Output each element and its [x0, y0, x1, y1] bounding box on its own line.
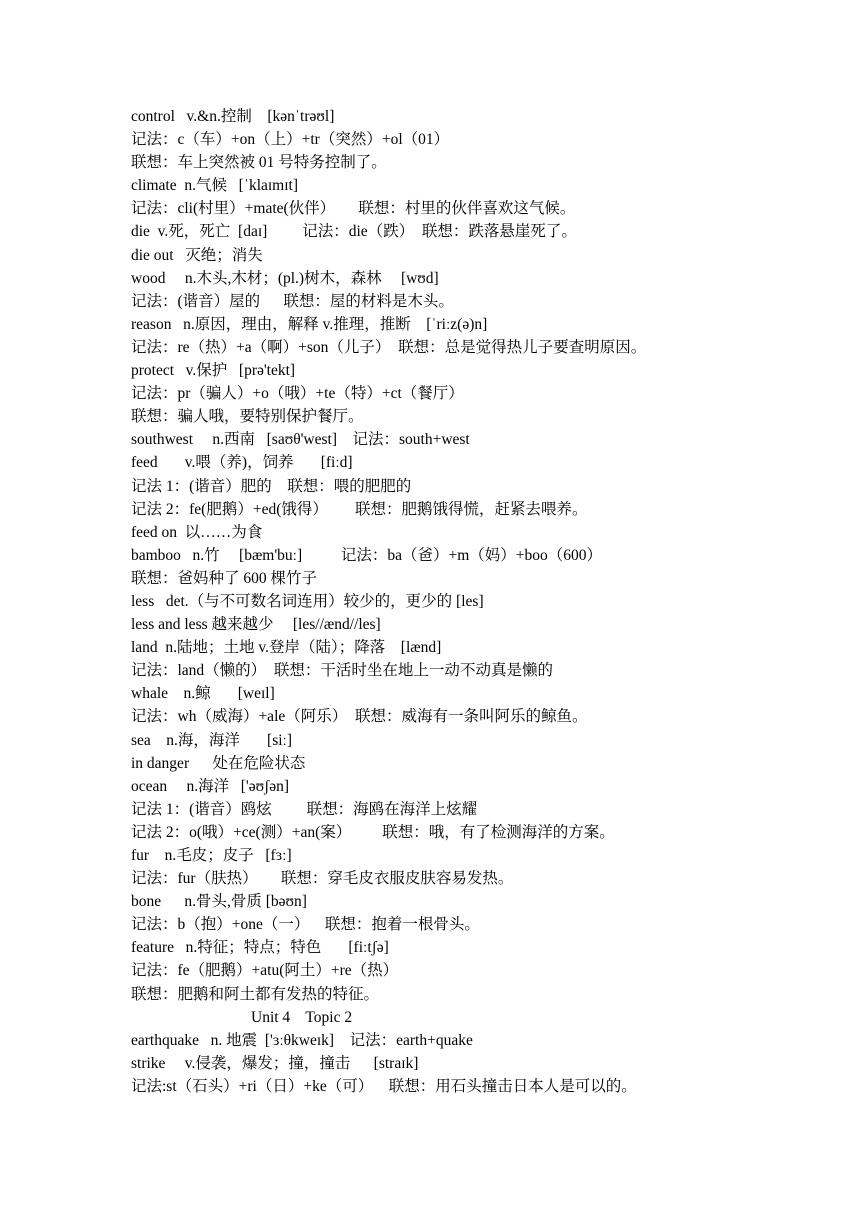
text-line: reason n.原因，理由，解释 v.推理，推断 [ˈriːz(ə)n] — [131, 315, 488, 333]
text-line: wood n.木头,木材；(pl.)树木，森林 [wʊd] — [131, 269, 439, 287]
text-line: bone n.骨头,骨质 [bəʊn] — [131, 893, 307, 911]
text-line: 记法：cli(村里）+mate(伙伴） 联想：村里的伙伴喜欢这气候。 — [131, 200, 576, 218]
text-line: land n.陆地；土地 v.登岸（陆）；降落 [lænd] — [131, 639, 442, 657]
text-line: fur n.毛皮；皮子 [fɜː] — [131, 847, 292, 864]
vocabulary-notes — [131, 105, 831, 1098]
text-line: 联想：车上突然被 01 号特务控制了。 — [131, 154, 387, 172]
text-line: whale n.鲸 [weɪl] — [131, 685, 275, 703]
text-line: die out 灭绝；消失 — [131, 246, 263, 264]
text-line: 记法:st（石头）+ri（日）+ke（可） 联想：用石头撞击日本人是可以的。 — [131, 1077, 637, 1095]
text-line: 记法：re（热）+a（啊）+son（儿子） 联想：总是觉得热儿子要查明原因。 — [131, 338, 647, 356]
text-line: sea n.海，海洋 [siː] — [131, 731, 293, 749]
text-line: less and less 越来越少 [les//ænd//les] — [131, 616, 381, 634]
text-line: strike v.侵袭，爆发；撞，撞击 [straɪk] — [131, 1054, 419, 1072]
text-line: 记法 1：(谐音）肥的 联想：喂的肥肥的 — [131, 477, 412, 495]
text-line: feed on 以……为食 — [131, 523, 263, 541]
text-line: control v.&n.控制 [kənˈtrəʊl] — [131, 108, 335, 125]
text-line: die v.死，死亡 [daɪ] 记法：die（跌） 联想：跌落悬崖死了。 — [131, 223, 577, 241]
text-line: 联想：骗人哦，要特别保护餐厅。 — [131, 408, 364, 426]
text-line: climate n.气候 [ˈklaɪmɪt] — [131, 177, 299, 195]
text-line: protect v.保护 [prə'tekt] — [131, 362, 296, 380]
text-line: 记法：b（抱）+one（一） 联想：抱着一根骨头。 — [131, 916, 480, 934]
section-heading: Unit 4 Topic 2 — [251, 1008, 353, 1026]
text-line: 记法 2：fe(肥鹅）+ed(饿得） 联想：肥鹅饿得慌，赶紧去喂养。 — [131, 500, 588, 518]
text-line: in danger 处在危险状态 — [131, 754, 306, 772]
text-line: ocean n.海洋 ['əʊʃən] — [131, 777, 290, 795]
text-line: 记法：c（车）+on（上）+tr（突然）+ol（01） — [131, 131, 450, 149]
text-line: 记法：land（懒的） 联想：干活时坐在地上一动不动真是懒的 — [131, 662, 553, 680]
text-line: 记法：pr（骗人）+o（哦）+te（特）+ct（餐厅） — [131, 385, 464, 403]
text-line: 记法 1：(谐音）鸥炫 联想：海鸥在海洋上炫耀 — [131, 800, 478, 818]
text-line: southwest n.西南 [saʊθ'west] 记法：south+west — [131, 431, 470, 449]
text-line: 联想：肥鹅和阿土都有发热的特征。 — [131, 985, 380, 1003]
text-line: 记法：wh（威海）+ale（阿乐） 联想：威海有一条叫阿乐的鲸鱼。 — [131, 708, 588, 726]
text-line: less det.（与不可数名词连用）较少的，更少的 [les] — [131, 592, 484, 610]
text-line: 联想：爸妈种了 600 棵竹子 — [131, 569, 318, 587]
text-line: 记法：fur（肤热） 联想：穿毛皮衣服皮肤容易发热。 — [131, 870, 514, 888]
text-line: 记法：(谐音）屋的 联想：屋的材料是木头。 — [131, 292, 454, 310]
text-line: feature n.特征；特点；特色 [fiːtʃə] — [131, 939, 389, 957]
text-line: bamboo n.竹 [bæm'buː] 记法：ba（爸）+m（妈）+boo（600） — [131, 546, 603, 564]
text-line: 记法 2：o(哦）+ce(测）+an(案） 联想：哦，有了检测海洋的方案。 — [131, 823, 615, 841]
text-line: feed v.喂（养)，饲养 [fiːd] — [131, 454, 353, 472]
text-line: 记法：fe（肥鹅）+atu(阿土）+re（热） — [131, 962, 399, 980]
text-line: earthquake n. 地震 ['ɜːθkweɪk] 记法：earth+quake — [131, 1031, 473, 1049]
